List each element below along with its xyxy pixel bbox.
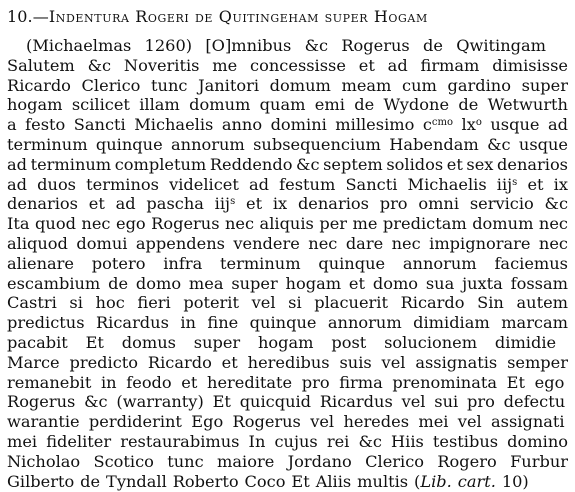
text-run: alienare potero infra terminum quinque annorum faciemus [7, 253, 568, 273]
text-run: a festo Sancti Michaelis anno domini millesimo c [7, 115, 432, 135]
text-line [26, 36, 546, 56]
text-run: mei fideliter restaurabimus In cujus rei &c Hiis testibus domino [7, 432, 568, 451]
text-run: Gilberto de Tyndall Roberto Coco Et Aliis multis ( [7, 471, 421, 491]
text-line [7, 115, 568, 135]
text-run: usque ad [481, 115, 568, 135]
text-line [7, 194, 568, 214]
text-line [7, 412, 565, 432]
text-run: lx [453, 115, 476, 135]
superscript: cmo [431, 117, 454, 129]
text-run: Ricardo Clerico tunc Janitori domum meam cum gardino super [7, 75, 568, 95]
text-line [7, 472, 529, 492]
text-line [7, 333, 556, 353]
superscript: s [230, 196, 236, 208]
text-line [7, 274, 568, 294]
text-run: (Michaelmas 1260) [O]mnibus &c Rogerus de Qwitingam [26, 36, 546, 55]
text-line [7, 392, 565, 412]
document-heading [7, 7, 428, 27]
text-line [7, 432, 568, 452]
text-run: et ix [517, 174, 568, 194]
text-run: Castri si hoc fieri poterit vel si placuerit Ricardo Sin autem [7, 293, 568, 313]
text-run: et ix denarios pro omni servicio &c [235, 194, 569, 214]
text-run: Nicholao Scotico tunc maiore Jordano Clerico Rogero Furbur [7, 451, 568, 471]
text-line [7, 234, 568, 254]
text-line [7, 56, 568, 76]
text-line [7, 76, 568, 96]
text-line [7, 452, 568, 472]
italic-reference: Lib. cart. [420, 471, 496, 491]
text-line [7, 254, 568, 274]
text-line [7, 95, 568, 115]
text-line [7, 353, 568, 373]
text-line [7, 135, 568, 155]
text-run: ad duos terminos videlicet ad festum Sancti Michaelis iij [7, 174, 513, 194]
text-run: warantie perdiderint Ego Rogerus vel heredes mei vel assignati [7, 412, 565, 432]
text-run: hogam scilicet illam domum quam emi de Wydone de Wetwurth [7, 95, 568, 115]
text-line [7, 313, 568, 333]
text-run: pacabit Et domus super hogam post solucionem dimidie [7, 333, 557, 352]
text-line [7, 155, 568, 175]
text-run: predictus Ricardus in fine quinque annorum dimidiam marcam [7, 313, 568, 333]
text-run: aliquod domui appendens vendere nec dare nec impignorare nec [7, 234, 568, 253]
text-run: Marce predicto Ricardo et heredibus suis vel assignatis semper [7, 352, 568, 372]
document-title: Indentura Rogeri de Quitingeham super Hogam [48, 7, 428, 26]
text-run: remanebit in feodo et hereditate pro firma prenominata Et ego [7, 372, 565, 392]
text-run: escambium de domo mea super hogam et domo sua juxta fossam [7, 273, 568, 293]
document-number: 10.— [7, 7, 49, 26]
superscript: o [475, 117, 482, 129]
text-run: terminum quinque annorum subsequencium Habendam &c usque [7, 135, 568, 154]
text-line [7, 373, 564, 393]
text-run: Rogerus &c (warranty) Et quicquid Ricardus vel sui pro defectu [7, 392, 566, 412]
text-run: denarios et ad pascha iij [7, 194, 231, 214]
text-run: ad terminum completum Reddendo &c septem solidos et sex denarios [7, 154, 568, 174]
superscript: s [512, 176, 518, 188]
text-run: 10) [495, 471, 529, 491]
text-run: Salutem &c Noveritis me concessisse et ad firmam dimisisse [7, 55, 568, 75]
text-run: Ita quod nec ego Rogerus nec aliquis per me predictam domum nec [7, 214, 568, 234]
text-line [7, 293, 568, 313]
text-line [7, 214, 568, 234]
text-line [7, 175, 568, 195]
